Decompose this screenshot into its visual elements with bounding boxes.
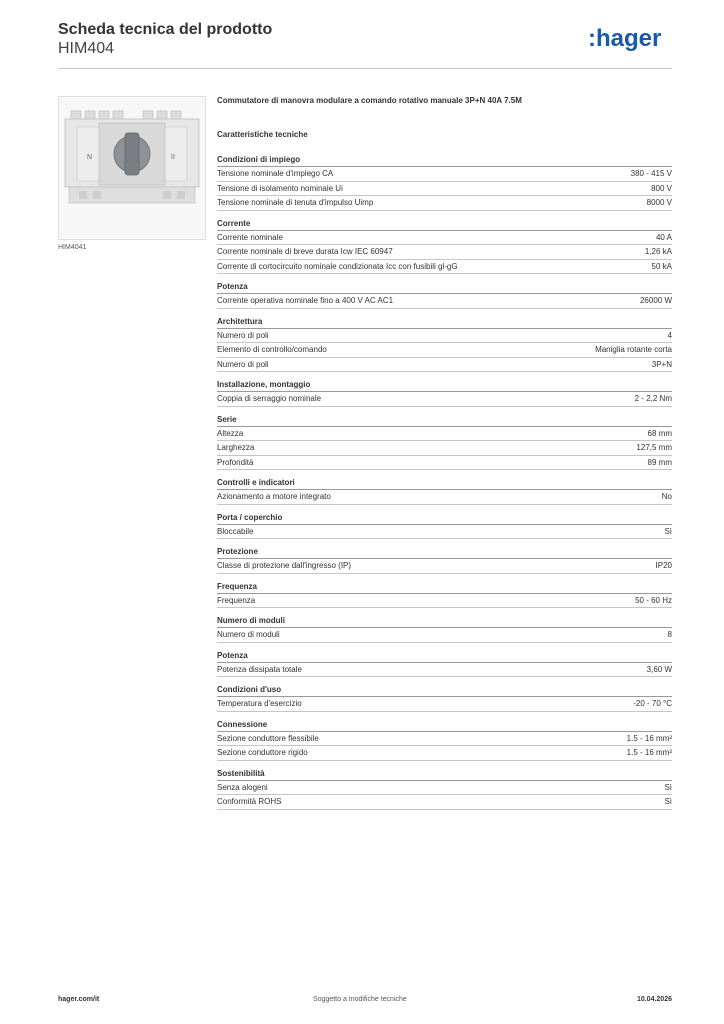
spec-value: 89 mm: [647, 457, 672, 467]
spec-value: IP20: [655, 561, 672, 570]
spec-label: Corrente nominale: [217, 232, 283, 242]
spec-value: 1.5 - 16 mm²: [626, 748, 672, 757]
spec-label: Numero di poli: [217, 359, 269, 369]
spec-section: [217, 546, 672, 574]
section-title: Porta / coperchio: [217, 512, 672, 525]
spec-row: [217, 490, 672, 505]
product-description: Commutatore di manovra modulare a comando rotativo manuale 3P+N 40A 7.5M: [217, 96, 522, 105]
spec-label: Larghezza: [217, 443, 255, 452]
spec-section: [217, 218, 672, 275]
page-header: [58, 20, 672, 68]
spec-label: Corrente operativa nominale fino a 400 V AC AC1: [217, 296, 394, 305]
spec-section: [217, 414, 672, 471]
section-title: Architettura: [217, 316, 672, 329]
spec-value: 1,26 kA: [644, 247, 672, 256]
spec-row: [217, 167, 672, 182]
image-caption: HIM4041: [58, 244, 87, 251]
spec-row: [217, 182, 672, 197]
spec-label: Bloccabile: [217, 526, 254, 536]
spec-value: 50 kA: [651, 261, 672, 271]
svg-text:N: N: [87, 154, 93, 161]
footer-date: 10.04.2026: [636, 996, 672, 1003]
spec-value: 800 V: [651, 183, 672, 193]
spec-row: [217, 231, 672, 246]
spec-row: [217, 697, 672, 712]
section-title: Serie: [217, 414, 672, 427]
spec-value: 50 - 60 Hz: [635, 595, 672, 605]
spec-value: Maniglia rotante corta: [595, 345, 672, 354]
spec-row: [217, 343, 672, 358]
spec-label: Numero di poli: [217, 330, 269, 340]
spec-row: [217, 441, 672, 456]
spec-row: [217, 358, 672, 373]
product-code: HIM404: [58, 40, 115, 57]
spec-label: Altezza: [217, 428, 244, 438]
spec-label: Frequenza: [217, 595, 256, 605]
header-divider: [58, 68, 672, 69]
spec-section: [217, 719, 672, 761]
spec-value: 2 - 2,2 Nm: [634, 394, 672, 403]
spec-row: [217, 427, 672, 442]
footer-website[interactable]: hager.com/it: [58, 996, 100, 1003]
spec-row: [217, 196, 672, 211]
spec-row: [217, 795, 672, 810]
spec-section: [217, 379, 672, 407]
spec-section: [217, 615, 672, 643]
spec-row: [217, 456, 672, 471]
product-image: [58, 96, 206, 240]
section-title: Installazione, montaggio: [217, 379, 672, 392]
spec-row: [217, 594, 672, 609]
section-title: Sostenibilità: [217, 768, 672, 781]
spec-value: Sì: [664, 782, 672, 792]
spec-row: [217, 781, 672, 796]
svg-text:II: II: [171, 154, 175, 161]
section-title: Corrente: [217, 218, 672, 231]
section-title: Potenza: [217, 650, 672, 663]
spec-row: [217, 746, 672, 761]
spec-value: -20 - 70 °C: [633, 699, 672, 708]
spec-label: Tensione nominale di tenuta d'impulso Uimp: [217, 198, 374, 207]
section-title: Numero di moduli: [217, 615, 672, 628]
section-title: Potenza: [217, 281, 672, 294]
spec-content: [217, 96, 672, 817]
spec-value: 8: [667, 630, 672, 639]
spec-value: 40 A: [655, 232, 672, 242]
spec-value: 26000 W: [639, 296, 672, 305]
spec-value: No: [661, 492, 672, 501]
spec-section: [217, 768, 672, 810]
spec-section: [217, 477, 672, 505]
spec-label: Azionamento a motore integrato: [217, 492, 331, 501]
spec-row: [217, 329, 672, 344]
section-title: Frequenza: [217, 581, 672, 594]
section-title: Condizioni d'uso: [217, 684, 672, 697]
spec-row: [217, 628, 672, 643]
spec-section: [217, 650, 672, 678]
spec-section: [217, 684, 672, 712]
spec-section: [217, 154, 672, 211]
spec-label: Profondità: [217, 457, 254, 467]
spec-label: Temperatura d'esercizio: [217, 699, 302, 708]
spec-value: 127,5 mm: [636, 443, 672, 452]
spec-value: 3,60 W: [646, 664, 672, 674]
footer-note: Soggetto a modifiche tecniche: [313, 996, 407, 1003]
spec-label: Coppia di serraggio nominale: [217, 394, 322, 403]
spec-value: 3P+N: [651, 359, 672, 369]
spec-section: [217, 512, 672, 540]
spec-row: [217, 260, 672, 275]
spec-value: 8000 V: [646, 198, 672, 207]
hager-logo: [588, 26, 672, 52]
spec-label: Potenza dissipata totale: [217, 664, 302, 674]
spec-value: 1.5 - 16 mm²: [626, 733, 672, 743]
spec-value: Sì: [664, 797, 672, 806]
spec-label: Corrente di cortocircuito nominale condizionata Icc con fusibili gl-gG: [217, 261, 458, 271]
spec-label: Senza alogeni: [217, 782, 268, 792]
spec-label: Elemento di controllo/comando: [217, 345, 327, 354]
section-title: Controlli e indicatori: [217, 477, 672, 490]
spec-value: Sì: [664, 526, 672, 536]
section-title: Protezione: [217, 546, 672, 559]
spec-label: Classe di protezione dall'ingresso (IP): [217, 561, 352, 570]
spec-section: [217, 316, 672, 373]
spec-label: Sezione conduttore flessibile: [217, 733, 319, 743]
section-title: Connessione: [217, 719, 672, 732]
spec-label: Tensione nominale d'impiego CA: [217, 169, 334, 178]
spec-section: [217, 281, 672, 309]
spec-row: [217, 525, 672, 540]
spec-row: [217, 663, 672, 678]
spec-row: [217, 294, 672, 309]
section-title: Condizioni di impiego: [217, 154, 672, 167]
spec-value: 68 mm: [647, 428, 672, 438]
spec-row: [217, 392, 672, 407]
spec-label: Conformità ROHS: [217, 797, 282, 806]
spec-label: Tensione di isolamento nominale Ui: [217, 183, 343, 193]
spec-section: [217, 581, 672, 609]
page-title: Scheda tecnica del prodotto: [58, 21, 273, 38]
characteristics-title: Caratteristiche tecniche: [217, 130, 308, 139]
spec-value: 380 - 415 V: [630, 169, 672, 178]
spec-label: Sezione conduttore rigido: [217, 748, 308, 757]
logo-text: :hager: [588, 26, 662, 52]
spec-label: Corrente nominale di breve durata Icw IEC 60947: [217, 247, 393, 256]
spec-value: 4: [667, 330, 672, 340]
spec-row: [217, 732, 672, 747]
spec-label: Numero di moduli: [217, 630, 280, 639]
spec-row: [217, 245, 672, 260]
spec-sections: [217, 154, 672, 810]
spec-row: [217, 559, 672, 574]
